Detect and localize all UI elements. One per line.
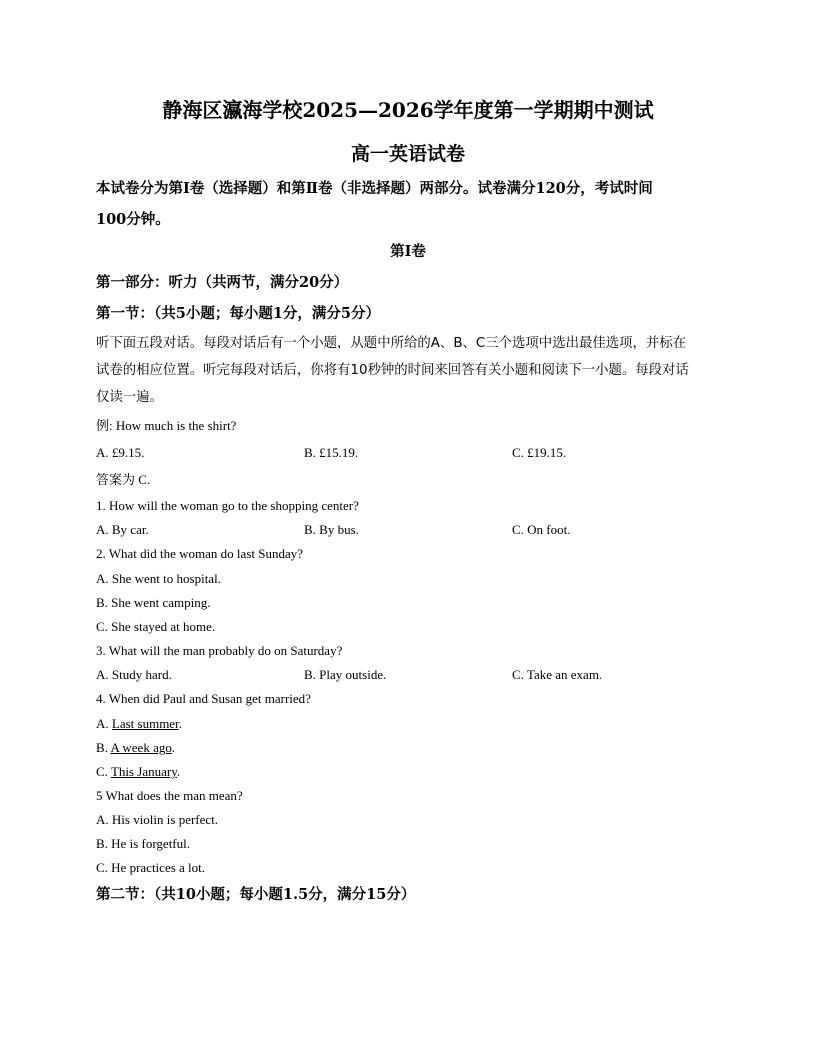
q4-option-b <box>96 740 175 756</box>
option-prefix: A. <box>96 716 112 731</box>
directions-line-2: 试卷的相应位置。听完每段对话后，你将有10秒钟的时间来回答有关小题和阅读下一小题。每段对话 <box>96 363 689 378</box>
directions-line-1: 听下面五段对话。每段对话后有一个小题，从题中所给的A、B、C三个选项中选出最佳选项，并标在 <box>96 336 687 351</box>
q1-option-c: C. On foot. <box>512 522 571 537</box>
option-text: This January <box>110 764 177 779</box>
option-text: A week ago <box>110 740 172 755</box>
example-option-a: A. £9.15. <box>96 445 145 460</box>
intro-line-2: 100分钟。 <box>96 211 170 228</box>
question-5: 5 What does the man mean? <box>96 788 243 803</box>
q3-option-c: C. Take an exam. <box>512 667 603 682</box>
option-suffix: . <box>178 716 182 731</box>
question-2: 2. What did the woman do last Sunday? <box>96 546 304 561</box>
example-question: 例: How much is the shirt? <box>96 418 237 433</box>
q3-option-b: B. Play outside. <box>304 667 387 682</box>
q2-option-b: B. She went camping. <box>96 595 211 610</box>
section1-heading: 第一节：（共5小题；每小题1分，满分5分） <box>96 305 381 322</box>
option-suffix: . <box>176 764 181 779</box>
q3-option-a: A. Study hard. <box>96 667 172 682</box>
directions-line-3: 仅读一遍。 <box>96 390 163 405</box>
q1-option-a: A. By car. <box>96 522 149 537</box>
section2-heading: 第二节：（共10小题；每小题1.5分，满分15分） <box>96 886 416 903</box>
question-3: 3. What will the man probably do on Saturday? <box>96 643 343 658</box>
example-answer: 答案为 C. <box>96 472 151 487</box>
part1-heading: 第一部分：听力（共两节，满分20分） <box>96 274 349 291</box>
option-suffix: . <box>171 740 176 755</box>
example-option-c: C. £19.15. <box>512 445 567 460</box>
option-prefix: C. <box>96 764 111 779</box>
q5-option-b: B. He is forgetful. <box>96 836 190 851</box>
exam-subtitle: 高一英语试卷 <box>350 143 465 165</box>
question-4: 4. When did Paul and Susan get married? <box>96 691 311 706</box>
exam-title: 静海区瀛海学校2025—2026学年度第一学期期中测试 <box>162 98 654 122</box>
q5-option-c: C. He practices a lot. <box>96 860 206 875</box>
example-option-b: B. £15.19. <box>304 445 359 460</box>
option-text: Last summer <box>111 716 179 731</box>
option-prefix: B. <box>96 740 111 755</box>
q2-option-a: A. She went to hospital. <box>96 571 221 586</box>
question-1: 1. How will the woman go to the shopping center? <box>96 498 359 513</box>
q4-option-c <box>96 764 180 780</box>
volume-label: 第Ⅰ卷 <box>390 243 426 260</box>
intro-line-1: 本试卷分为第Ⅰ卷（选择题）和第Ⅱ卷（非选择题）两部分。试卷满分120分，考试时间 <box>96 180 653 197</box>
q2-option-c: C. She stayed at home. <box>96 619 216 634</box>
q4-option-a <box>96 716 182 732</box>
q1-option-b: B. By bus. <box>304 522 359 537</box>
q5-option-a: A. His violin is perfect. <box>96 812 219 827</box>
